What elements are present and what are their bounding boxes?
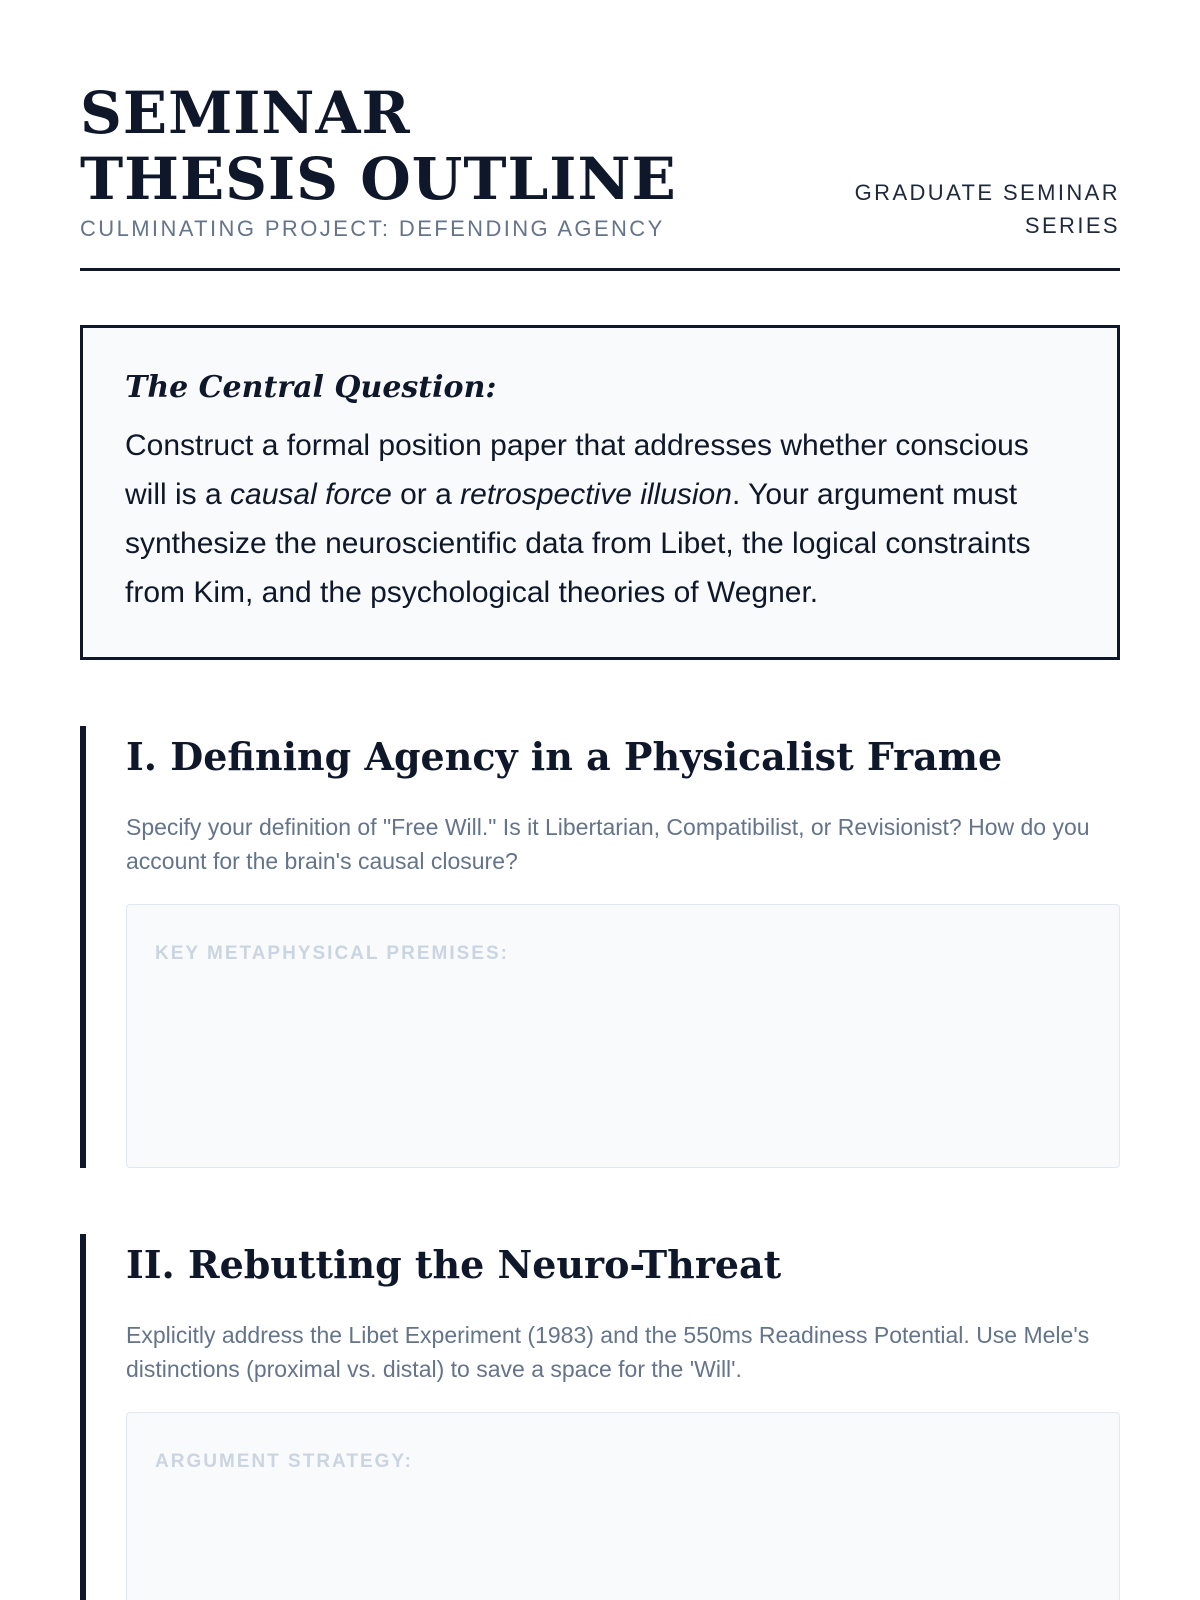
section-title: II. Rebutting the Neuro-Threat xyxy=(126,1242,782,1287)
metaphysical-premises-notes-area[interactable] xyxy=(126,904,1120,1168)
section-rebutting-neuro-threat xyxy=(80,1234,1120,1600)
central-question-box xyxy=(80,325,1120,660)
notes-label: ARGUMENT STRATEGY: xyxy=(155,1451,414,1472)
question-emphasis-causal-force: causal force xyxy=(230,478,392,511)
section-title: I. Defining Agency in a Physicalist Frame xyxy=(126,734,1003,779)
section-defining-agency xyxy=(80,726,1120,1168)
section-description: Explicitly address the Libet Experiment (1983) and the 550ms Readiness Potential. Use Mele's distinctions (proximal vs. distal) to save a space for the 'Will'. xyxy=(126,1322,1090,1382)
question-emphasis-retrospective-illusion: retrospective illusion xyxy=(460,478,732,511)
question-text-1: Construct a formal position paper that addresses whether conscious will is a xyxy=(125,429,1029,511)
title-group xyxy=(80,80,680,242)
series-label: GRADUATE SEMINAR SERIES xyxy=(854,180,1120,238)
page-header xyxy=(80,80,1120,271)
notes-label: KEY METAPHYSICAL PREMISES: xyxy=(155,943,509,964)
question-text-3: . Your argument must synthesize the neuroscientific data from Libet, the logical constraints from Kim, and the psychological theories of Wegner. xyxy=(125,478,1031,609)
central-question-title: The Central Question: xyxy=(125,370,497,405)
argument-strategy-notes-area[interactable] xyxy=(126,1412,1120,1600)
page-title: SEMINAR THESIS OUTLINE xyxy=(80,79,677,213)
section-description: Specify your definition of "Free Will." Is it Libertarian, Compatibilist, or Revisionist? How do you account for the brain's causal closure? xyxy=(126,814,1090,874)
page-subtitle: CULMINATING PROJECT: DEFENDING AGENCY xyxy=(80,216,665,241)
question-text-2: or a xyxy=(391,478,461,511)
central-question-body xyxy=(125,421,1077,617)
